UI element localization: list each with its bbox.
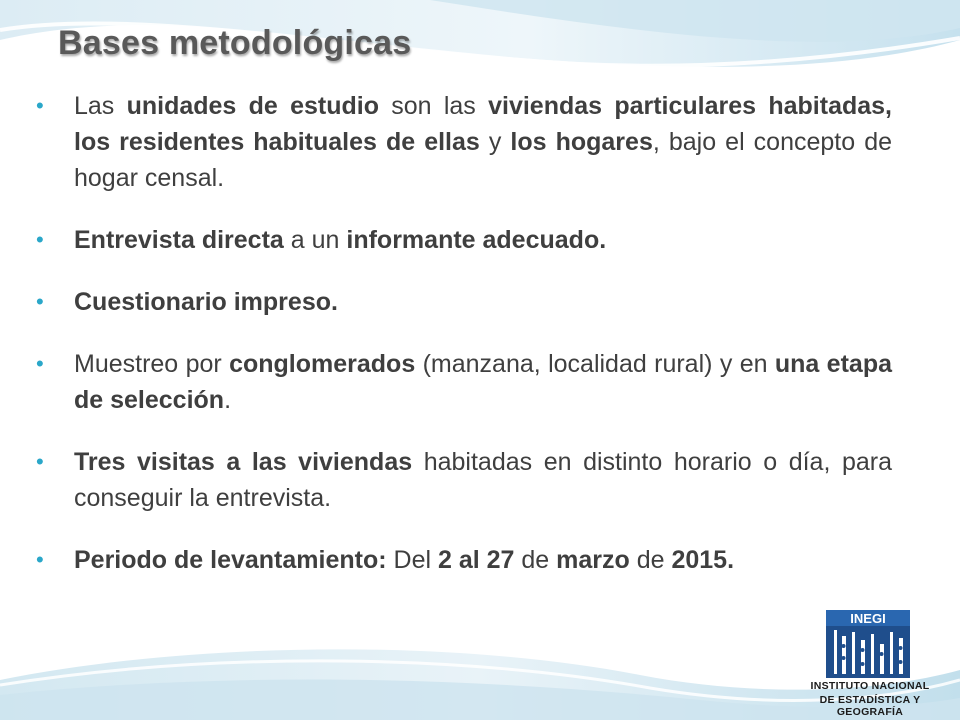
inegi-logo [790, 610, 950, 718]
inegi-logo-mark [826, 610, 910, 678]
bullet-text: Muestreo por [74, 350, 230, 378]
bullet-text: a un [283, 226, 347, 254]
bullet-bold-text: unidades de estudio [126, 92, 379, 120]
bullet-bold-text: marzo [556, 546, 630, 574]
bullet-bold-text: viviendas particulares habitadas, los residentes habituales de ellas [74, 92, 892, 156]
bullet-marker: • [36, 449, 44, 474]
bullet-text: (manzana, localidad rural) y en [415, 350, 775, 378]
bullet-marker: • [36, 93, 44, 118]
bullet-text: de [514, 546, 557, 574]
bullet-item [30, 88, 892, 196]
bullet-text: y [479, 128, 511, 156]
bullet-text: , bajo el concepto de hogar censal. [74, 128, 892, 192]
bullet-bold-text: Entrevista directa [74, 226, 284, 254]
bullet-text: de [629, 546, 672, 574]
bullet-bold-text: informante adecuado. [346, 226, 607, 254]
bullet-bold-text: una etapa de selección [74, 350, 892, 414]
bullet-marker: • [36, 351, 44, 376]
bullet-text: Las [74, 92, 127, 120]
bullet-text: son las [378, 92, 489, 120]
bullet-bold-text: Cuestionario impreso. [74, 288, 338, 316]
bullet-list [30, 88, 892, 604]
bullet-text: Del [386, 546, 438, 574]
bullet-bold-text: los hogares [510, 128, 653, 156]
logo-text-line1: INSTITUTO NACIONAL [810, 680, 930, 692]
bullet-bold-text: Periodo de levantamiento: [74, 546, 387, 574]
bullet-item [30, 222, 892, 258]
bullet-marker: • [36, 547, 44, 572]
bullet-item [30, 284, 892, 320]
bullet-item [30, 346, 892, 418]
bullet-text: habitadas en distinto horario o día, para conseguir la entrevista. [74, 448, 892, 512]
bullet-bold-text: 2015. [671, 546, 735, 574]
logo-text-line2: DE ESTADÍSTICA Y GEOGRAFÍA [819, 694, 921, 718]
slide-title: Bases metodológicas [58, 24, 412, 62]
bullet-item [30, 542, 892, 578]
bullet-marker: • [36, 289, 44, 314]
bullet-item [30, 444, 892, 516]
inegi-acronym: INEGI [850, 611, 886, 626]
bullet-bold-text: 2 al 27 [437, 546, 515, 574]
bullet-bold-text: conglomerados [229, 350, 416, 378]
bullet-bold-text: Tres visitas a las viviendas [74, 448, 413, 476]
bullet-marker: • [36, 227, 44, 252]
bullet-text: . [224, 386, 232, 414]
